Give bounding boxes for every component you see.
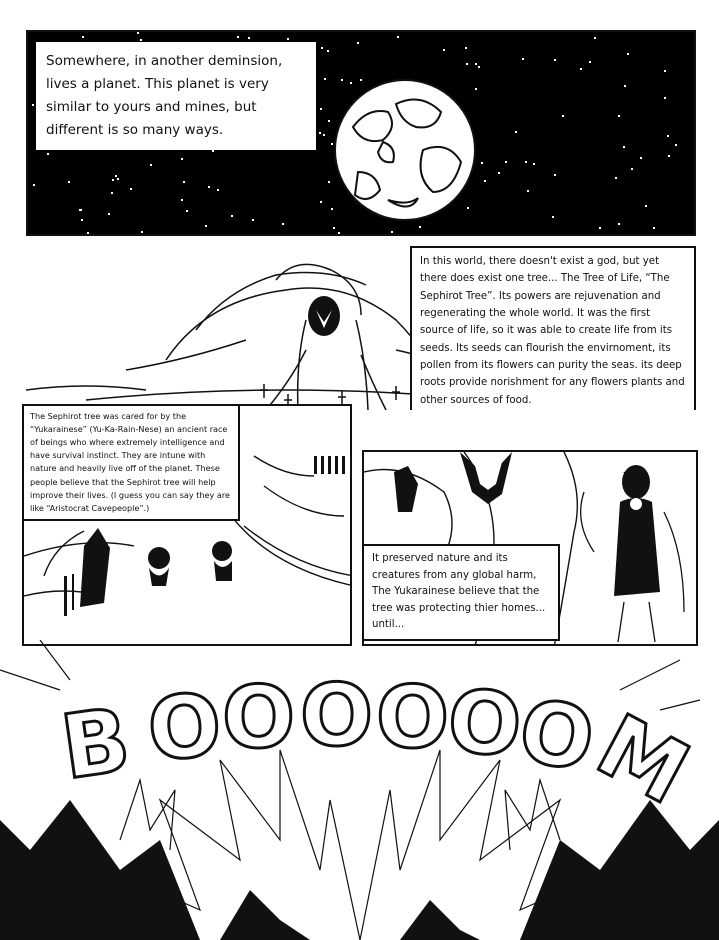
narration-text: Somewhere, in another deminsion, lives a planet. This planet is very similar to yours and mines, but different is so many ways. <box>46 53 283 138</box>
narration-text: The Sephirot tree was cared for by the “Yukarainese” (Yu-Ka-Rain-Nese) an ancient race of beings who where extremely intelligence and have survival instinct. They are intune with nature and heavily live off of the planet. These people believe that the Sephirot tree will help improve their lives. (I guess you can say they are like “Aristocrat Cavepeople”.) <box>30 411 230 513</box>
sfx-letter-m: M <box>581 695 705 825</box>
narration-box-space <box>36 42 316 150</box>
panel-space <box>26 30 696 236</box>
panel-guardian <box>362 450 698 646</box>
sfx-letter-b: B <box>55 687 136 800</box>
sfx-letter-o2: O <box>222 668 296 768</box>
sfx-letter-o5: O <box>444 671 525 777</box>
narration-box-guardian <box>362 544 560 641</box>
narration-text: In this world, there doesn't exist a god, but yet there does exist one tree... The Tree of Life, “The Sephirot Tree”. Its powers are rejuvenation and regenerating the whole world. It was the first source of life, so it was able to create life from its seeds. Its seeds can flourish the envirnoment, its pollen from its flowers can purity the seas. its deep roots provide norishment for any flowers plants and other sources of food. <box>420 256 685 406</box>
sfx-letter-o6: O <box>511 680 602 792</box>
narration-text: It preserved nature and its creatures from any global harm, The Yukarainese believe that the tree was protecting thier homes... until... <box>372 553 546 631</box>
narration-box-tree <box>410 246 696 410</box>
sfx-letter-o4: O <box>376 668 450 768</box>
narration-box-yukarainese <box>22 404 240 521</box>
sfx-letter-o3: O <box>300 666 374 766</box>
panel-explosion <box>0 640 719 940</box>
panel-tree-landscape <box>26 240 696 410</box>
sfx-letter-o1: O <box>144 675 225 781</box>
panel-yukarainese <box>22 404 352 646</box>
